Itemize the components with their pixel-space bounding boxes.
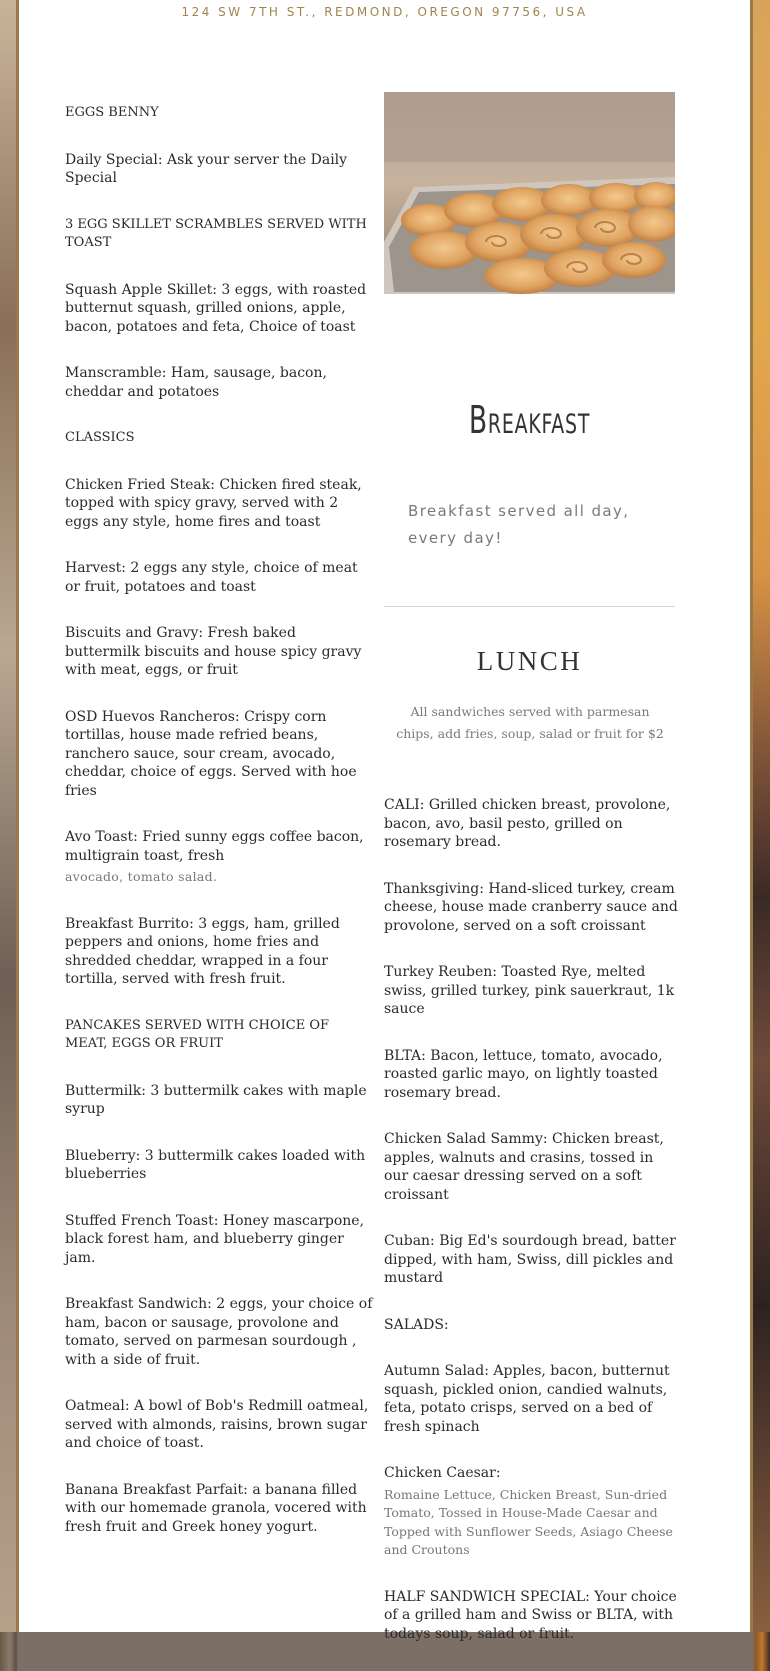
breakfast-menu-item — [65, 624, 375, 680]
breakfast-section-heading — [65, 429, 375, 448]
breakfast-subtitle: Breakfast served all day, every day! — [408, 502, 630, 547]
lunch-menu-item-text: Cuban: Big Ed's sourdough bread, batter dipped, with ham, Swiss, dill pickles and mustard — [384, 1233, 676, 1286]
breakfast-menu-item-text: Chicken Fried Steak: Chicken fired steak, topped with spicy gravy, served with 2 eggs any style, home fires and toast — [65, 476, 362, 530]
lunch-title: LUNCH — [476, 646, 583, 676]
breakfast-menu-item-description: avocado, tomato salad. — [65, 869, 218, 884]
lunch-menu-item-text: Thanksgiving: Hand-sliced turkey, cream cheese, house made cranberry sauce and provolone, served on a soft croissant — [384, 880, 678, 934]
breakfast-menu-item-text: Daily Special: Ask your server the Daily Special — [65, 151, 348, 186]
lunch-menu-item — [384, 796, 680, 852]
lunch-section-heading — [384, 1316, 680, 1335]
lunch-menu-item-text: CALI: Grilled chicken breast, provolone, bacon, avo, basil pesto, grilled on rosemary bread. — [384, 797, 671, 850]
lunch-menu-item — [384, 1362, 680, 1436]
breakfast-menu-item — [65, 708, 375, 801]
breakfast-menu-item-text: Oatmeal: A bowl of Bob's Redmill oatmeal, served with almonds, raisins, brown sugar and choice of toast. — [65, 1398, 369, 1451]
lunch-menu-list — [384, 796, 680, 1671]
breakfast-menu-item-text: Avo Toast: Fried sunny eggs coffee bacon, multigrain toast, fresh — [65, 829, 364, 864]
breakfast-section-heading — [65, 216, 375, 253]
breakfast-menu-item — [65, 1397, 375, 1453]
breakfast-menu-item — [65, 281, 375, 337]
breakfast-menu-item-text: Buttermilk: 3 buttermilk cakes with maple syrup — [65, 1082, 367, 1117]
breakfast-menu-item-text: EGGS BENNY — [65, 105, 159, 120]
address: 124 SW 7TH ST., REDMOND, OREGON 97756, USA — [181, 5, 588, 19]
breakfast-menu-item — [65, 915, 375, 989]
breakfast-title: Breakfast — [468, 398, 591, 442]
lunch-menu-item — [384, 880, 680, 936]
breakfast-menu-item — [65, 1082, 375, 1119]
breakfast-menu-item-text: Blueberry: 3 buttermilk cakes loaded with blueberries — [65, 1147, 366, 1182]
breakfast-menu-item — [65, 364, 375, 401]
breakfast-menu-item-text: Squash Apple Skillet: 3 eggs, with roasted butternut squash, grilled onions, apple, bacon, potatoes and feta, Choice of toast — [65, 281, 367, 335]
breakfast-menu-item — [65, 1295, 375, 1369]
breakfast-menu-list — [65, 104, 375, 1564]
lunch-menu-item-description: Romaine Lettuce, Chicken Breast, Sun-dried Tomato, Tossed in House-Made Caesar and Topped with Sunflower Seeds, Asiago Cheese and Croutons — [384, 1486, 673, 1557]
breakfast-menu-item-text: 3 EGG SKILLET SCRAMBLES SERVED WITH TOAST — [65, 216, 367, 250]
breakfast-menu-item-text: CLASSICS — [65, 430, 135, 445]
lunch-menu-item — [384, 1588, 680, 1644]
breakfast-menu-item — [65, 476, 375, 532]
breakfast-menu-item — [65, 151, 375, 188]
breakfast-section-heading — [65, 104, 375, 123]
lunch-menu-item-text: Turkey Reuben: Toasted Rye, melted swiss, grilled turkey, pink sauerkraut, 1k sauce — [384, 964, 675, 1017]
breakfast-menu-item — [65, 828, 375, 887]
breakfast-menu-item-text: OSD Huevos Rancheros: Crispy corn tortillas, house made refried beans, ranchero sauce, sour cream, avocado, cheddar, choice of eggs. Served with hoe fries — [65, 708, 357, 799]
lunch-menu-item-text: Chicken Salad Sammy: Chicken breast, apples, walnuts and crasins, tossed in our caesar dressing served on a soft croissant — [384, 1131, 664, 1203]
lunch-subtitle: All sandwiches served with parmesan chips, add fries, soup, salad or fruit for $2 — [396, 704, 664, 741]
cinnamon-rolls-illustration — [384, 92, 675, 294]
breakfast-menu-item — [65, 559, 375, 596]
breakfast-menu-item-text: Harvest: 2 eggs any style, choice of meat or fruit, potatoes and toast — [65, 560, 358, 595]
breakfast-menu-item-text: Banana Breakfast Parfait: a banana filled with our homemade granola, vocered with fresh fruit and Greek honey yogurt. — [65, 1481, 367, 1535]
lunch-menu-item — [384, 1047, 680, 1103]
breakfast-menu-item-text: Biscuits and Gravy: Fresh baked buttermilk biscuits and house spicy gravy with meat, eggs, or fruit — [65, 625, 362, 678]
breakfast-section-heading — [65, 1017, 375, 1054]
section-divider — [384, 606, 675, 607]
lunch-menu-item-text: HALF SANDWICH SPECIAL: Your choice of a grilled ham and Swiss or BLTA, with todays soup, salad or fruit. — [384, 1588, 677, 1642]
lunch-menu-item — [384, 963, 680, 1019]
background-right-edge — [752, 0, 770, 1632]
lunch-menu-item-text: Autumn Salad: Apples, bacon, butternut squash, pickled onion, candied walnuts, feta, potato crisps, served on a bed of fresh spinach — [384, 1363, 670, 1435]
breakfast-menu-item-text: Breakfast Sandwich: 2 eggs, your choice of ham, bacon or sausage, provolone and tomato, served on parmesan sourdough , with a side of fruit. — [65, 1296, 373, 1368]
breakfast-menu-item — [65, 1481, 375, 1537]
lunch-menu-item — [384, 1130, 680, 1204]
lunch-menu-item-text: Chicken Caesar: — [384, 1465, 501, 1481]
breakfast-menu-item — [65, 1212, 375, 1268]
breakfast-menu-item — [65, 1147, 375, 1184]
lunch-menu-item — [384, 1232, 680, 1288]
breakfast-menu-item-text: Breakfast Burrito: 3 eggs, ham, grilled peppers and onions, home fries and shredded cheddar, wrapped in a four tortilla, served with fresh fruit. — [65, 915, 340, 987]
breakfast-menu-item-text: Stuffed French Toast: Honey mascarpone, black forest ham, and blueberry ginger jam. — [65, 1212, 365, 1266]
lunch-menu-item-text: BLTA: Bacon, lettuce, tomato, avocado, roasted garlic mayo, on lightly toasted rosemary bread. — [384, 1047, 663, 1101]
breakfast-menu-item-text: Manscramble: Ham, sausage, bacon, cheddar and potatoes — [65, 365, 327, 400]
breakfast-menu-item-text: PANCAKES SERVED WITH CHOICE OF MEAT, EGGS OR FRUIT — [65, 1017, 330, 1051]
lunch-menu-item-text: SALADS: — [384, 1316, 449, 1333]
lunch-menu-item — [384, 1464, 680, 1560]
cinnamon-rolls-photo — [384, 92, 675, 294]
